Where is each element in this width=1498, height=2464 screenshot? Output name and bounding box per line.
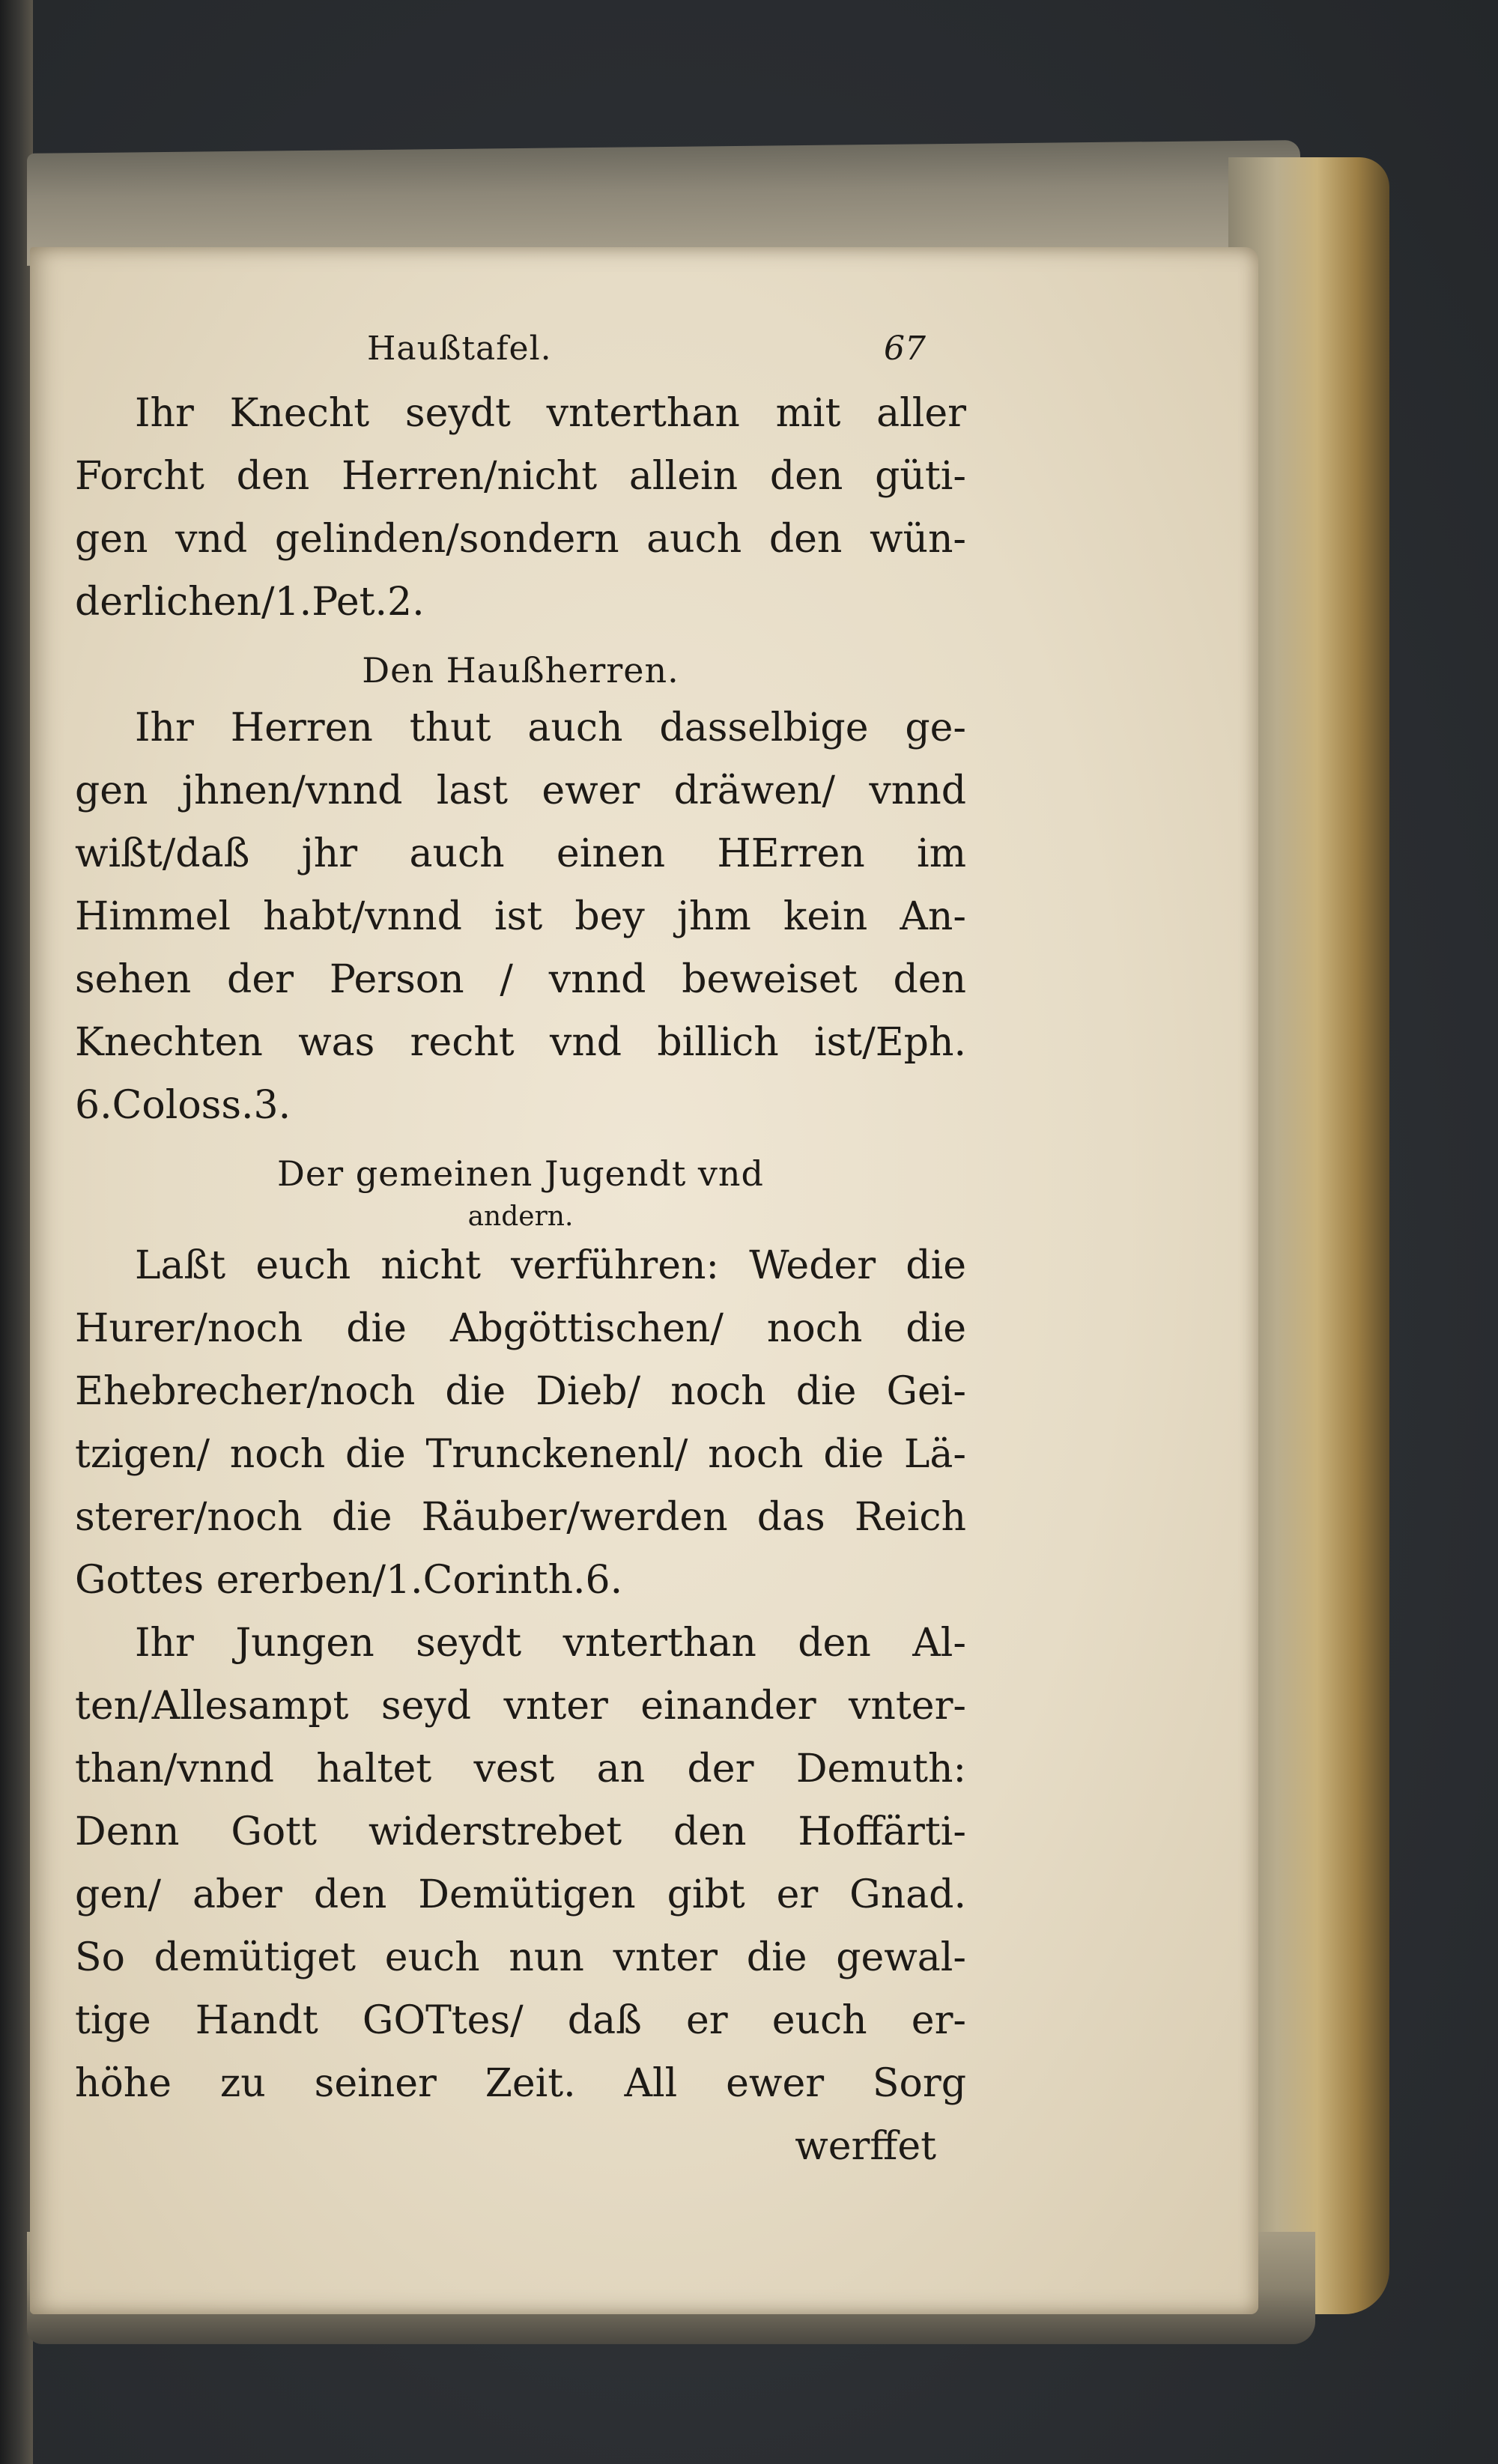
text-line: Hurer/noch die Abgöttischen/ noch die <box>75 1306 966 1351</box>
paragraph-masters <box>75 697 966 1137</box>
text-line: derlichen/1.Pet.2. <box>75 580 425 625</box>
text-line: 6.Coloss.3. <box>75 1083 291 1128</box>
running-title: Haußtafel. <box>367 330 552 368</box>
paragraph-youth <box>75 1234 966 1612</box>
page-number: 67 <box>884 330 926 368</box>
section-subheading-youth: andern. <box>467 1201 574 1232</box>
text-line: Laßt euch nicht verführen: Weder die <box>135 1243 966 1288</box>
catchword: werffet <box>795 2124 936 2169</box>
text-line: Gottes ererben/1.Corinth.6. <box>75 1558 623 1603</box>
text-line: Himmel habt/vnnd ist bey jhm kein An- <box>75 894 966 939</box>
paragraph-servants <box>75 382 966 634</box>
text-line: Ihr Knecht seydt vnterthan mit aller <box>135 391 966 436</box>
text-line: gen jhnen/vnnd last ewer dräwen/ vnnd <box>75 768 966 813</box>
text-line: So demütiget euch nun vnter die gewal- <box>75 1935 966 1980</box>
text-line: Ehebrecher/noch die Dieb/ noch die Gei- <box>75 1369 966 1414</box>
text-line: Denn Gott widerstrebet den Hoffärti- <box>75 1809 966 1854</box>
text-line: than/vnnd haltet vest an der Demuth: <box>75 1747 966 1791</box>
section-heading-youth: Der gemeinen Jugendt vnd <box>276 1153 764 1194</box>
paragraph-young-people <box>75 1612 966 2115</box>
text-line: tzigen/ noch die Trunckenenl/ noch die Lä- <box>75 1432 966 1477</box>
text-line: Ihr Jungen seydt vnterthan den Al- <box>135 1621 966 1666</box>
text-block <box>75 330 966 2178</box>
text-line: Ihr Herren thut auch dasselbige ge- <box>135 705 966 750</box>
text-line: wißt/daß jhr auch einen HErren im <box>75 831 966 876</box>
text-line: gen/ aber den Demütigen gibt er Gnad. <box>75 1872 966 1917</box>
text-line: ten/Allesampt seyd vnter einander vnter- <box>75 1684 966 1729</box>
text-line: Knechten was recht vnd billich ist/Eph. <box>75 1020 966 1065</box>
book-page <box>30 247 1258 2314</box>
text-line: gen vnd gelinden/sondern auch den wün- <box>75 517 966 562</box>
text-line: tige Handt GOTtes/ daß er euch er- <box>75 1998 966 2043</box>
text-line: sehen der Person / vnnd beweiset den <box>75 957 966 1002</box>
text-line: Forcht den Herren/nicht allein den güti- <box>75 454 966 499</box>
previous-page-edge <box>0 0 33 2464</box>
section-heading-masters: Den Haußherren. <box>362 650 679 691</box>
text-line: sterer/noch die Räuber/werden das Reich <box>75 1495 966 1540</box>
text-line: höhe zu seiner Zeit. All ewer Sorg <box>75 2061 966 2106</box>
running-head <box>75 330 966 382</box>
